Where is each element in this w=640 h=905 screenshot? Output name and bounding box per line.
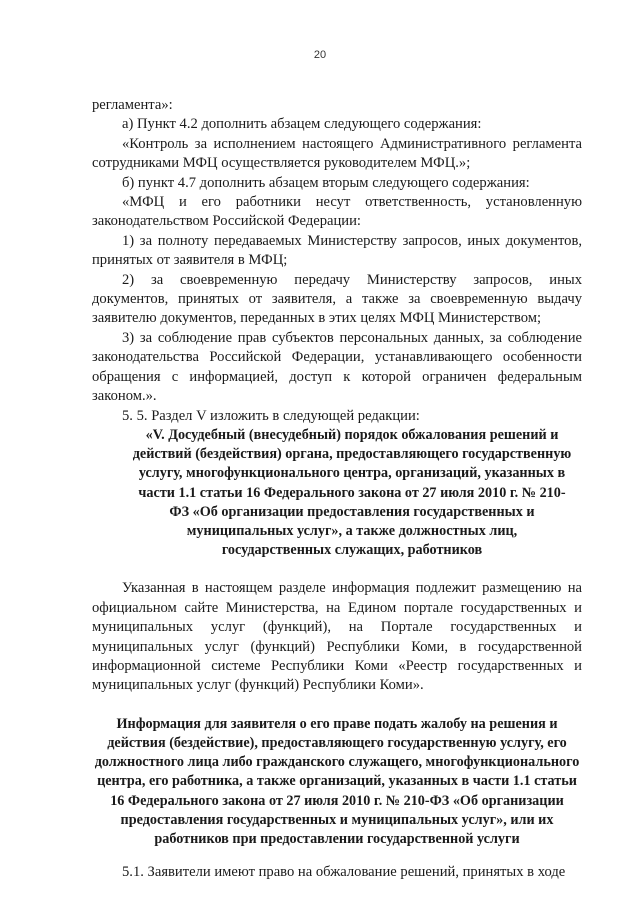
paragraph: 5. 5. Раздел V изложить в следующей редакции: [122, 407, 420, 424]
paragraph: 5.1. Заявители имеют право на обжалование решений, принятых в ходе [122, 864, 566, 881]
paragraph: регламента»: [92, 97, 173, 113]
info-heading: Информация для заявителя о его праве подать жалобу на решения и действия (бездействие), предоставляющего государственную услугу, его должностного лица либо гражданского служащего, многофункционального центра, его работника, а также организаций, указанных в части 1.1 статьи 16 Федерального закона от 27 июля 2010 г. № 210-ФЗ «Об организации предоставления государственных и муниципальных услуг», или их работников при предоставлении государственной услуги [94, 715, 580, 847]
paragraph: Указанная в настоящем разделе информация подлежит размещению на официальном сайте Министерства, на Едином портале государственных и муниципальных услуг (функций), на Портале государственных и муниципальных услуг (функций) Республики Коми, в государственной информационной системе Республики Коми «Реестр государственных и муниципальных услуг (функций) Республики Коми». [92, 580, 582, 694]
paragraph: 2) за своевременную передачу Министерству запросов, иных документов, принятых от заявителя, а также за своевременную выдачу заявителю документов, переданных в этих целях МФЦ Министерством; [92, 271, 582, 327]
paragraph: б) пункт 4.7 дополнить абзацем вторым следующего содержания: [122, 174, 530, 191]
section-v-heading: «V. Досудебный (внесудебный) порядок обжалования решений и действий (бездействия) органа, предоставляющего государственную услугу, многофункционального центра, организаций, указанных в части 1.1 статьи 16 Федерального закона от 27 июля 2010 г. № 210-ФЗ «Об организации предоставления государственных и муниципальных услуг», а также должностных лиц, государственных служащих, работников [132, 426, 572, 559]
document-body [92, 96, 582, 883]
paragraph: 1) за полноту передаваемых Министерству запросов, иных документов, принятых от заявителя в МФЦ; [92, 232, 582, 269]
paragraph: 3) за соблюдение прав субъектов персональных данных, за соблюдение законодательства Российской Федерации, устанавливающего особенности обращения с информацией, доступ к которой ограничен федеральным законом.». [92, 329, 582, 405]
paragraph: а) Пункт 4.2 дополнить абзацем следующего содержания: [122, 116, 482, 133]
paragraph: «МФЦ и его работники несут ответственность, установленную законодательством Российской Федерации: [92, 194, 582, 230]
page-number: 20 [313, 49, 327, 61]
paragraph: «Контроль за исполнением настоящего Административного регламента сотрудниками МФЦ осуществляется руководителем МФЦ.»; [92, 135, 582, 172]
